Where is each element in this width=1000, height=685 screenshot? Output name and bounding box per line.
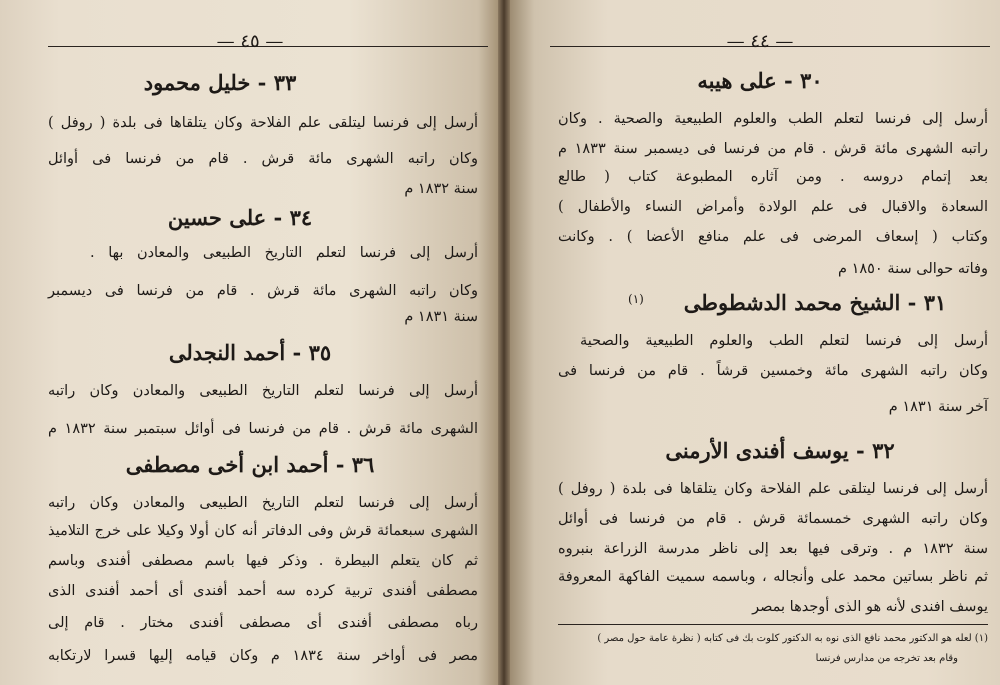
entry-32-line: ثم ناظر بساتين محمد على وأنجاله ، وباسمه سميت الفاكهة المعروفة <box>558 569 988 585</box>
entry-30-line: بعد إتمام دروسه . ومن آثاره المطبوعة كتاب ( طالع <box>558 169 988 185</box>
entry-34-line: وكان راتبه الشهرى مائة قرش . قام من فرنسا فى ديسمبر <box>48 283 478 299</box>
entry-30-line: وفاته حوالى سنة ١٨٥٠ م <box>837 261 988 277</box>
entry-32-line: يوسف افندى لأنه هو الذى أوجدها بمصر <box>752 599 988 615</box>
right-page <box>510 0 1000 685</box>
entry-36-line: مصطفى أفندى تربية كرده سه أحمد أفندى أى أحمد أفندى الذى <box>48 583 478 599</box>
entry-35-heading: ٣٥ - أحمد النجدلى <box>168 340 332 365</box>
entry-30-line: أرسل إلى فرنسا لتعلم الطب والعلوم الطبيعية والصحية . وكان <box>558 111 988 127</box>
entry-36-line: مصر فى أواخر سنة ١٨٣٤ م وكان قيامه إليها قسرا لارتكابه <box>48 648 478 664</box>
entry-36-line: أرسل إلى فرنسا لتعلم التاريخ الطبيعى والمعادن وكان راتبه <box>48 495 478 511</box>
entry-36-line: الشهرى سبعمائة قرش وفى الدفاتر أنه كان أولا وكيلا على خرج التلاميذ <box>48 523 478 539</box>
entry-36-line: ثم كان يتعلم البيطرة . وذكر فيها باسم مصطفى أفندى وباسم <box>48 553 478 569</box>
entry-34-heading: ٣٤ - على حسين <box>167 205 313 230</box>
entry-33-line: سنة ١٨٣٢ م <box>404 181 478 197</box>
entry-35-line: أرسل إلى فرنسا لتعلم التاريخ الطبيعى والمعادن وكان راتبه <box>48 383 478 399</box>
entry-36-heading: ٣٦ - أحمد ابن أخى مصطفى <box>125 452 375 477</box>
entry-32-line: سنة ١٨٣٢ م . وترقى فيها بعد إلى ناظر مدرسة الزراعة بنبروه <box>558 541 988 557</box>
entry-31-line: أرسل إلى فرنسا لتعلم الطب والعلوم الطبيعية والصحية <box>580 333 988 349</box>
entry-33-heading: ٣٣ - خليل محمود <box>143 70 297 95</box>
entry-34-line: سنة ١٨٣١ م <box>404 309 478 325</box>
left-page-number: — ٤٥ — <box>216 31 284 52</box>
entry-32-line: أرسل إلى فرنسا ليتلقى علم الفلاحة وكان يتلقاها فى بلدة ( روفل ) <box>558 481 988 497</box>
entry-33-line: أرسل إلى فرنسا ليتلقى علم الفلاحة وكان يتلقاها فى بلدة ( روفل ) <box>48 115 478 131</box>
entry-35-line: الشهرى مائة قرش . قام من فرنسا فى أوائل سبتمبر سنة ١٨٣٢ م <box>48 421 478 437</box>
entry-30-heading: ٣٠ - على هيبه <box>697 68 823 93</box>
entry-34-line: أرسل إلى فرنسا لتعلم التاريخ الطبيعى والمعادن بها . <box>90 245 478 261</box>
entry-30-line: وكتاب ( إسعاف المرضى فى علم منافع الأعضا ) . وكانت <box>558 229 988 245</box>
right-page-number: — ٤٤ — <box>726 31 794 52</box>
entry-32-line: وكان راتبه الشهرى خمسمائة قرش . قام من فرنسا فى أوائل <box>558 511 988 527</box>
entry-31-line: آخر سنة ١٨٣١ م <box>888 399 988 415</box>
entry-30-line: راتبه الشهرى مائة قرش . قام من فرنسا فى ديسمبر سنة ١٨٣٣ م <box>558 141 988 157</box>
footnote-line: (١) لعله هو الدكتور محمد نافع الذى نوه به الدكتور كلوت بك فى كتابه ( نظرة عامة حول مصر ) <box>597 633 988 644</box>
entry-31-line: وكان راتبه الشهرى مائة وخمسين قرشاً . قام من فرنسا فى <box>558 363 988 379</box>
entry-30-line: السعادة والاقبال فى علم الولادة وأمراض النساء والأطفال ) <box>558 199 988 215</box>
entry-33-line: وكان راتبه الشهرى مائة قرش . قام من فرنسا فى أوائل <box>48 151 478 167</box>
entry-31-heading: ٣١ - الشيخ محمد الدشطوطى <box>683 290 947 315</box>
footnote-marker: (١) <box>628 292 644 306</box>
entry-36-line: رباه مصطفى أفندى أى مصطفى أفندى مختار . قام إلى <box>48 615 478 631</box>
book-gutter <box>498 0 510 685</box>
footnote-rule <box>558 624 988 625</box>
entry-32-heading: ٣٢ - يوسف أفندى الأرمنى <box>665 438 895 463</box>
footnote-line: وقام بعد تخرجه من مدارس فرنسا <box>815 653 958 664</box>
left-page <box>0 0 498 685</box>
